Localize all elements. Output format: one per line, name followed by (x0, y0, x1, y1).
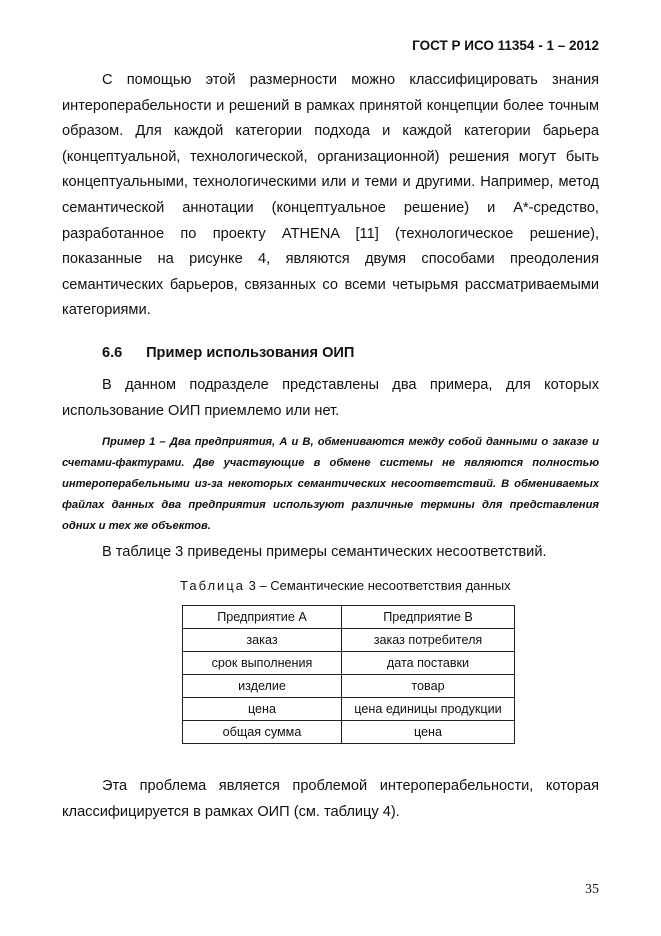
text-line: (концептуальной, технологической, организационной) решения могут быть (62, 148, 599, 165)
text-line: показанные на рисунке 4, являются двумя способами преодоления (62, 251, 599, 268)
table-cell: изделие (183, 675, 342, 698)
semantic-mismatch-table (182, 605, 515, 744)
text-line: концептуальными, технологическими или и теми и другими. Например, метод (62, 174, 599, 191)
table-caption (180, 578, 511, 593)
table-caption-label: Таблица (180, 578, 245, 593)
table-cell: заказ (183, 629, 342, 652)
paragraph-table-intro (62, 540, 599, 566)
paragraph-conclusion (62, 774, 599, 825)
table-row (183, 675, 515, 698)
example-line: счетами-фактурами. Две участвующие в обмене системы не являются полностью (62, 457, 599, 469)
example-line: интероперабельными из-за некоторых семантических несоответствий. В обмениваемых (62, 478, 599, 490)
section-heading (102, 345, 354, 361)
table-cell: цена единицы продукции (342, 698, 515, 721)
text-line: В таблице 3 приведены примеры семантических несоответствий. (102, 544, 547, 560)
text-line: С помощью этой размерности можно классифицировать знания (102, 72, 599, 88)
document-header: ГОСТ Р ИСО 11354 - 1 – 2012 (412, 38, 599, 53)
text-line: разработанное по проекту ATHENA [11] (технологическое решение), (62, 225, 599, 242)
text-line: семантических барьеров, связанных со всеми четырьмя рассматриваемыми (62, 276, 599, 293)
column-header: Предприятие А (183, 606, 342, 629)
column-header: Предприятие В (342, 606, 515, 629)
table-cell: цена (342, 721, 515, 744)
section-title: Пример использования ОИП (146, 345, 355, 361)
table-row (183, 629, 515, 652)
text-line: В данном подразделе представлены два примера, для которых (102, 377, 599, 393)
table-cell: заказ потребителя (342, 629, 515, 652)
text-line: Эта проблема является проблемой интероперабельности, которая (102, 778, 599, 794)
text-line: классифицируется в рамках ОИП (см. таблицу 4). (62, 803, 400, 820)
table-cell: общая сумма (183, 721, 342, 744)
text-line: категориями. (62, 302, 151, 319)
example-line: Пример 1 – Два предприятия, А и В, обмениваются между собой данными о заказе и (102, 436, 599, 448)
example-1 (62, 432, 599, 537)
paragraph-classification (62, 68, 599, 324)
text-line: использование ОИП приемлемо или нет. (62, 402, 340, 419)
table-cell: цена (183, 698, 342, 721)
section-number: 6.6 (102, 345, 123, 361)
text-line: интероперабельности и решений в рамках принятой концепции более точным (62, 97, 599, 114)
table-cell: товар (342, 675, 515, 698)
table-row (183, 721, 515, 744)
table-header-row (183, 606, 515, 629)
table-row (183, 652, 515, 675)
page-number: 35 (585, 882, 599, 897)
paragraph-intro (62, 373, 599, 424)
table-row (183, 698, 515, 721)
example-line: файлах данных два предприятия используют различные термины для представления (62, 499, 599, 511)
table-cell: срок выполнения (183, 652, 342, 675)
text-line: семантической аннотации (концептуальное решение) и А*-средство, (62, 199, 599, 216)
table-caption-text: 3 – Семантические несоответствия данных (244, 578, 511, 593)
example-line: одних и тех же объектов. (62, 520, 211, 532)
table-cell: дата поставки (342, 652, 515, 675)
text-line: образом. Для каждой категории подхода и каждой категории барьера (62, 123, 599, 140)
